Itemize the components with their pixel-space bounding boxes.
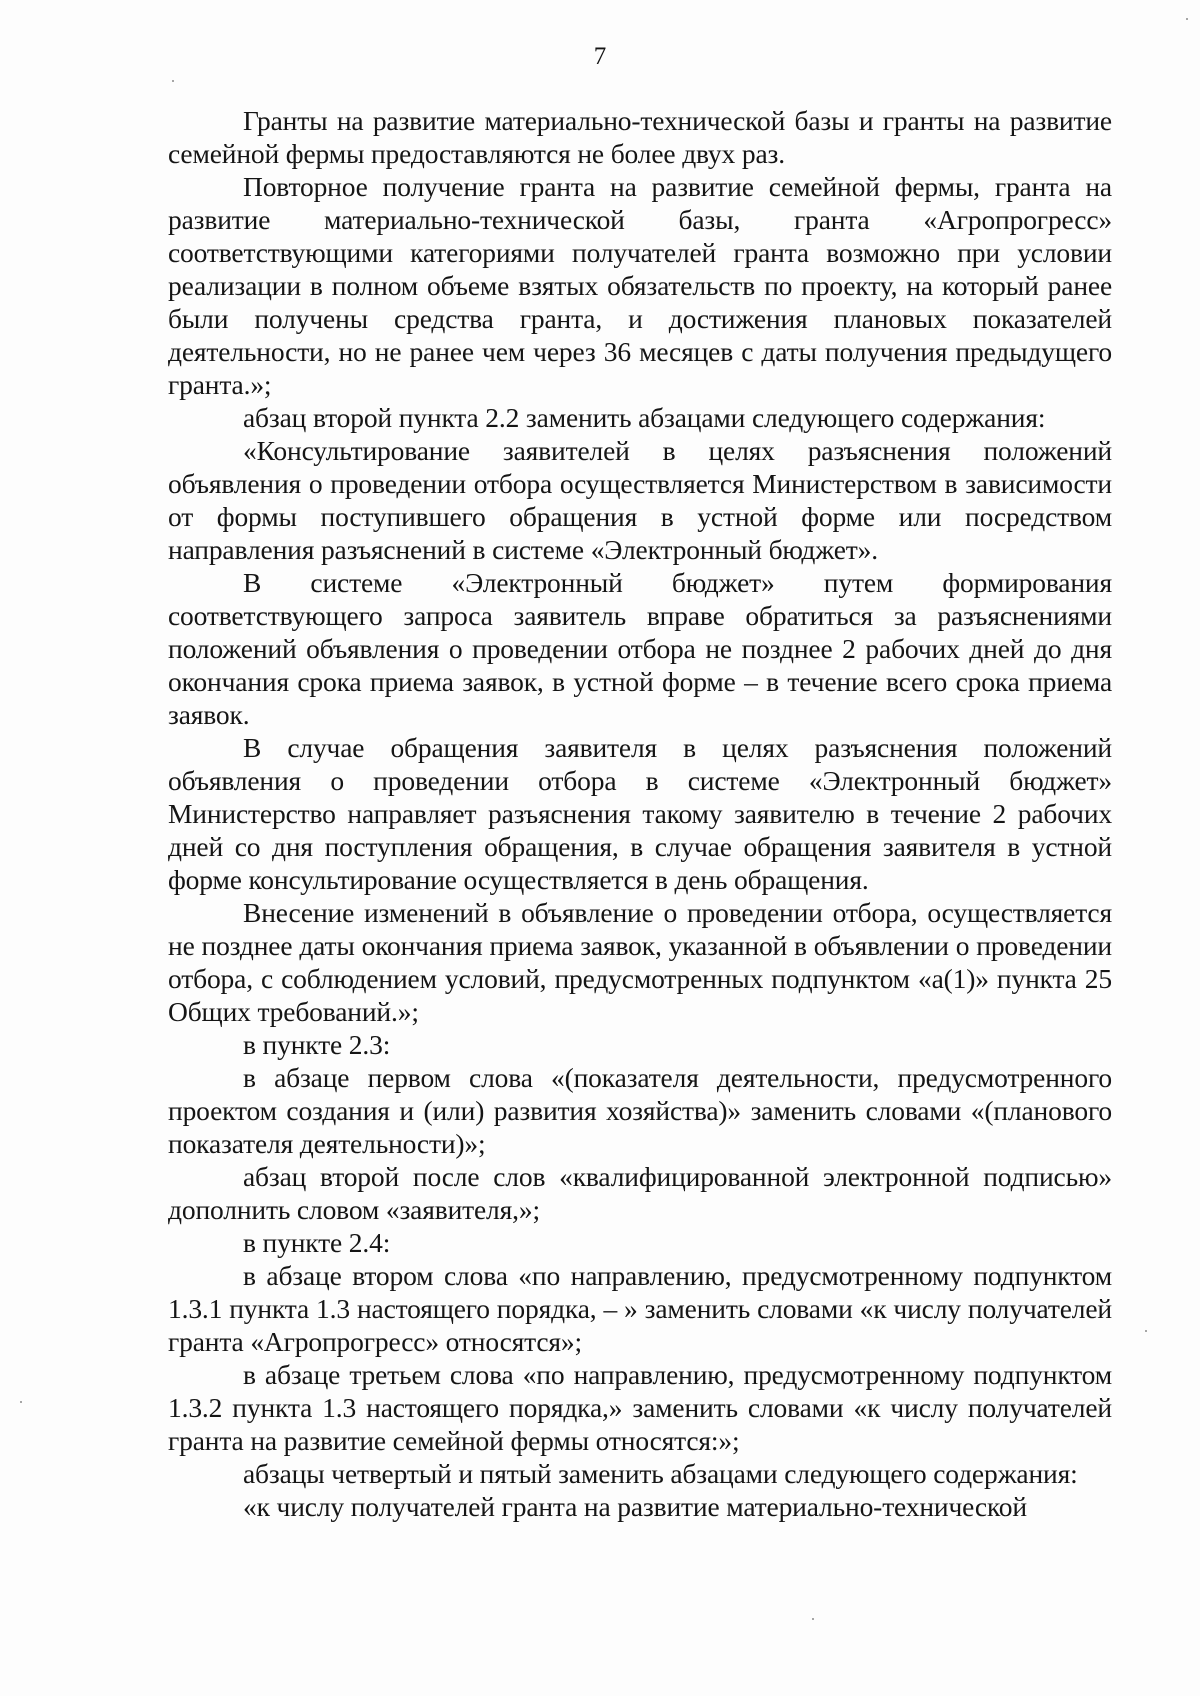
paragraph-clause-2-4: в пункте 2.4: bbox=[243, 1227, 391, 1258]
paragraph-ministry-response: В случае обращения заявителя в целях разъяснения положений объявления о проведении отбора в системе «Электронный бюджет» Министерство направляет разъяснения такому заявителю в течение 2 рабочих дней со дня поступления обращения, в случае обращения заявителя в устной форме консультирование осуществляется в день обращения. bbox=[168, 732, 1112, 895]
paragraph-electronic-budget-request: В системе «Электронный бюджет» путем формирования соответствующего запроса заявитель вправе обратиться за разъяснениями положений объявления о проведении отбора не позднее 2 рабочих дней до дня окончания срока приема заявок, в устной форме – в течение всего срока приема заявок. bbox=[168, 567, 1112, 730]
scan-speck bbox=[812, 1618, 814, 1620]
paragraph-new-content-start: «к числу получателей гранта на развитие материально-технической bbox=[243, 1491, 1027, 1522]
scan-speck bbox=[1145, 1330, 1147, 1332]
paragraph-clause-2-3: в пункте 2.3: bbox=[243, 1029, 391, 1060]
scan-speck bbox=[1186, 18, 1188, 20]
paragraph-repeat-grant: Повторное получение гранта на развитие семейной фермы, гранта на развитие материально-технической базы, гранта «Агропрогресс» соответствующими категориями получателей гранта возможно при условии реализации в полном объеме взятых обязательств по проекту, на который ранее были получены средства гранта, и достижения плановых показателей деятельности, но не ранее чем через 36 месяцев с даты получения предыдущего гранта.»; bbox=[168, 171, 1112, 400]
scan-speck bbox=[20, 1401, 22, 1403]
paragraph-announcement-changes: Внесение изменений в объявление о проведении отбора, осуществляется не позднее даты окончания приема заявок, указанной в объявлении о проведении отбора, с соблюдением условий, предусмотренных подпунктом «а(1)» пункта 25 Общих требований.»; bbox=[168, 897, 1112, 1027]
scan-speck bbox=[172, 80, 174, 82]
paragraph-2-3-second: абзац второй после слов «квалифицированной электронной подписью» дополнить словом «заявителя,»; bbox=[168, 1161, 1112, 1225]
paragraph-amend-2-2: абзац второй пункта 2.2 заменить абзацами следующего содержания: bbox=[243, 402, 1046, 433]
paragraph-2-4-fourth-fifth: абзацы четвертый и пятый заменить абзацами следующего содержания: bbox=[243, 1458, 1078, 1489]
paragraph-consulting: «Консультирование заявителей в целях разъяснения положений объявления о проведении отбора осуществляется Министерством в зависимости от формы поступившего обращения в устной форме или посредством направления разъяснений в системе «Электронный бюджет». bbox=[168, 435, 1112, 565]
paragraph-grants-limit: Гранты на развитие материально-технической базы и гранты на развитие семейной фермы предоставляются не более двух раз. bbox=[168, 105, 1112, 169]
document-body bbox=[168, 104, 1112, 1523]
paragraph-2-3-first: в абзаце первом слова «(показателя деятельности, предусмотренного проектом создания и (или) развития хозяйства)» заменить словами «(планового показателя деятельности)»; bbox=[168, 1062, 1112, 1159]
page-number: 7 bbox=[593, 43, 607, 70]
paragraph-2-4-second: в абзаце втором слова «по направлению, предусмотренному подпунктом 1.3.1 пункта 1.3 настоящего порядка, – » заменить словами «к числу получателей гранта «Агропрогресс» относятся»; bbox=[168, 1260, 1112, 1357]
paragraph-2-4-third: в абзаце третьем слова «по направлению, предусмотренному подпунктом 1.3.2 пункта 1.3 настоящего порядка,» заменить словами «к числу получателей гранта на развитие семейной фермы относятся:»; bbox=[168, 1359, 1112, 1456]
